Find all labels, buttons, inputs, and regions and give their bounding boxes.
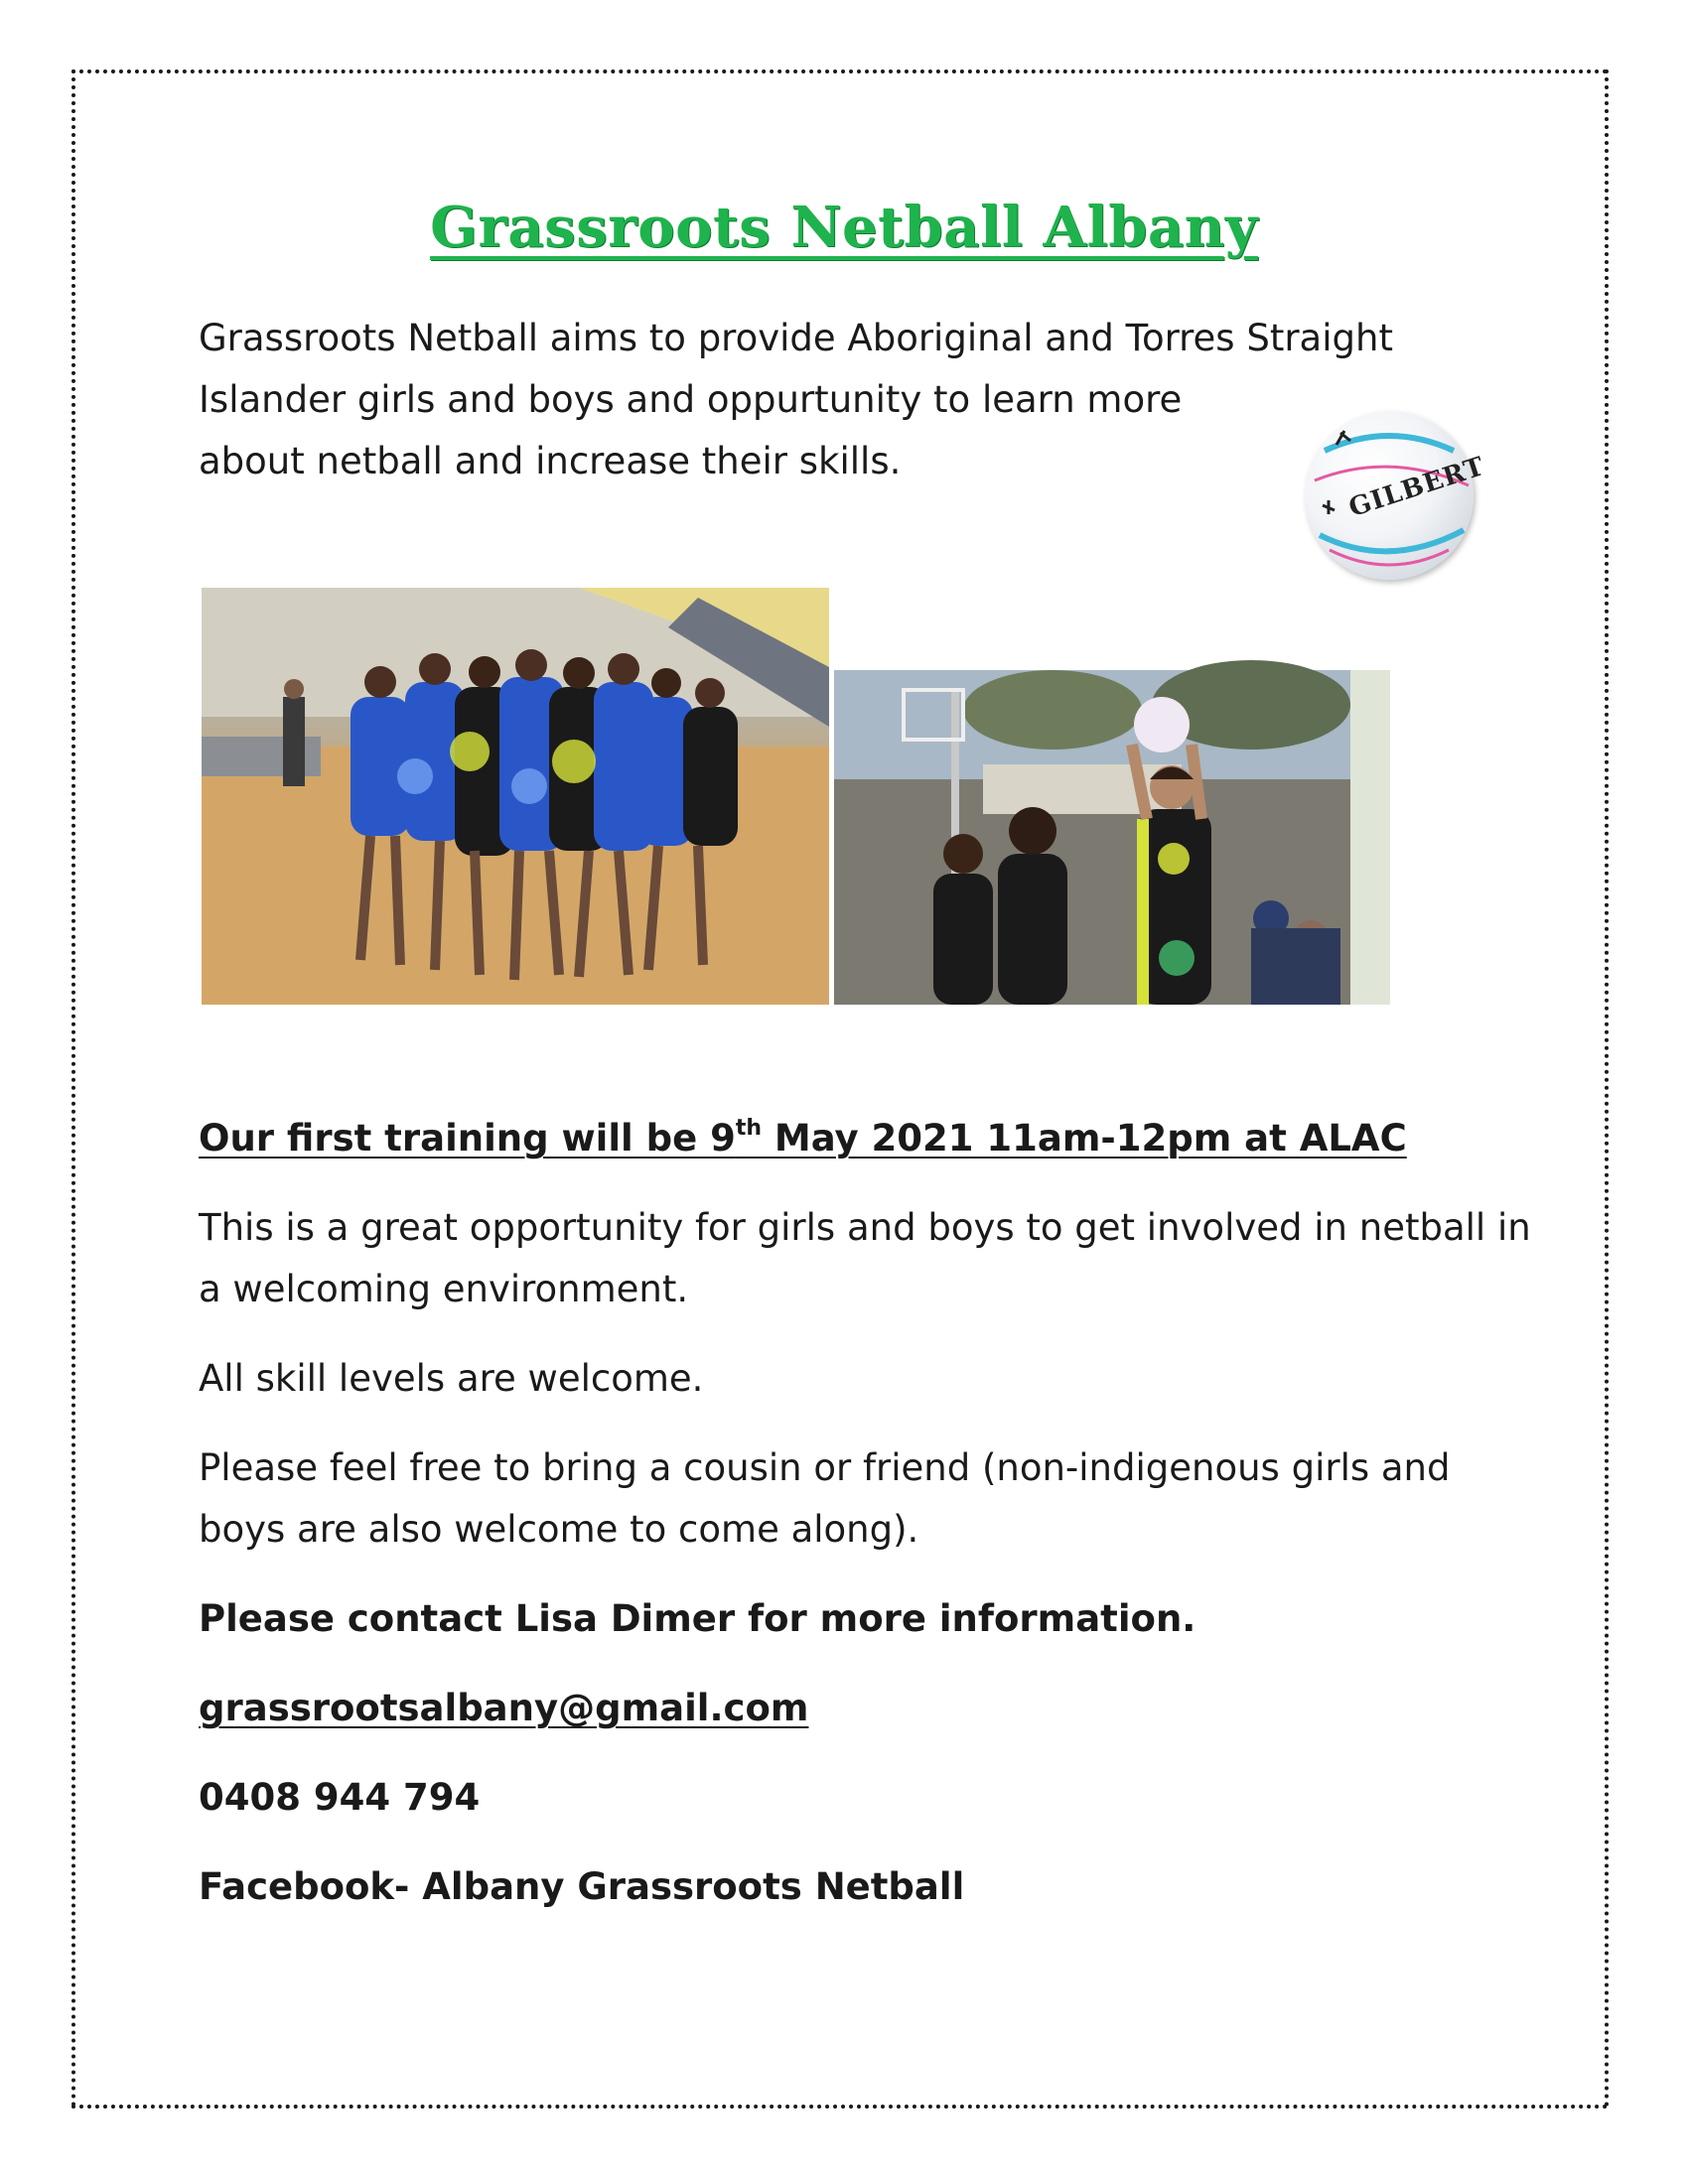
intro-line-3: about netball and increase their skills.	[199, 440, 902, 482]
contact-facebook: Facebook- Albany Grassroots Netball	[199, 1865, 965, 1908]
opportunity-line-1: This is a great opportunity for girls and boys to get involved in netball in	[199, 1206, 1531, 1249]
training-text-after: May 2021 11am-12pm at ALAC	[762, 1117, 1407, 1160]
intro-paragraph	[199, 308, 1393, 492]
intro-line-1: Grassroots Netball aims to provide Aboriginal and Torres Straight	[199, 317, 1393, 359]
contact-email-link[interactable]: grassrootsalbany@gmail.com	[199, 1687, 809, 1729]
skill-levels-paragraph	[199, 1348, 1489, 1410]
shooting-player-photo	[834, 670, 1390, 1005]
contact-heading-text: Please contact Lisa Dimer for more information.	[199, 1597, 1196, 1640]
ball-brand-text: GILBERT	[1344, 451, 1489, 524]
contact-phone: 0408 944 794	[199, 1776, 481, 1819]
contact-email-block	[199, 1678, 1489, 1739]
skill-levels-text: All skill levels are welcome.	[199, 1357, 704, 1400]
contact-facebook-block	[199, 1856, 1489, 1918]
friend-paragraph	[199, 1437, 1489, 1561]
netball-image	[1305, 411, 1489, 580]
training-date-suffix: th	[735, 1116, 763, 1141]
training-announcement	[199, 1108, 1489, 1169]
shooting-player-illustration	[834, 670, 1390, 1005]
team-huddle-illustration	[202, 588, 829, 1005]
contact-heading	[199, 1588, 1489, 1650]
opportunity-line-2: a welcoming environment.	[199, 1268, 689, 1310]
page-title: Grassroots Netball Albany	[430, 195, 1258, 260]
training-text-before: Our first training will be 9	[199, 1117, 736, 1160]
opportunity-paragraph	[199, 1197, 1531, 1320]
contact-phone-block	[199, 1767, 1489, 1829]
friend-line-2: boys are also welcome to come along).	[199, 1508, 919, 1551]
team-huddle-photo	[202, 588, 829, 1005]
intro-line-2: Islander girls and boys and oppurtunity to learn more	[199, 378, 1183, 421]
friend-line-1: Please feel free to bring a cousin or friend (non-indigenous girls and	[199, 1446, 1451, 1489]
